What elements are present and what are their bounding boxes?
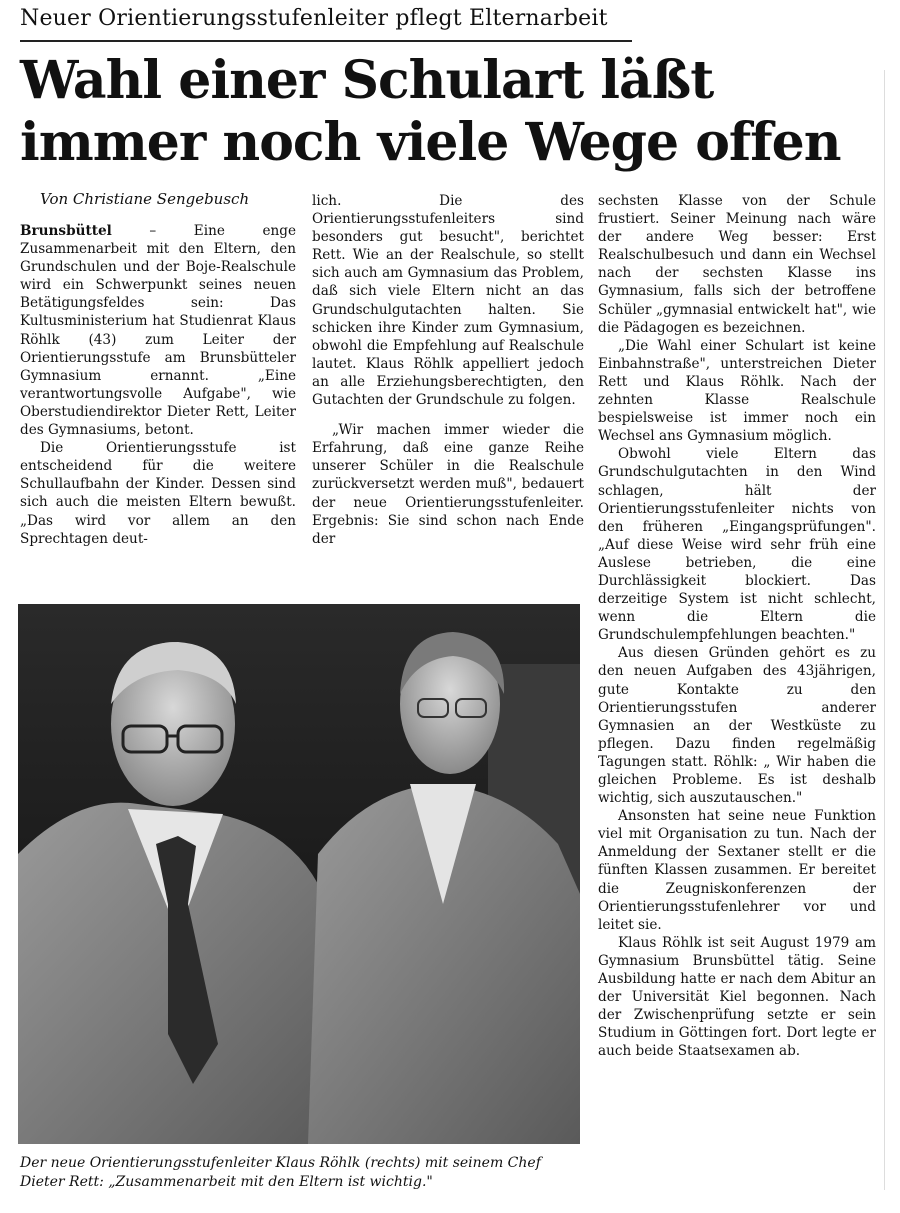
kicker: Neuer Orientierungsstufenleiter pflegt Elternarbeit bbox=[20, 6, 608, 31]
paragraph: „Die Wahl einer Schulart ist keine Einbahnstraße", unterstreichen Dieter Rett und Klaus Röhlk. Nach der zehnten Klasse Realschule bespielsweise ist immer noch ein Wechsel ans Gymnasium möglich. bbox=[598, 337, 876, 445]
headline-line-1: Wahl einer Schulart läßt bbox=[20, 50, 714, 111]
paragraph-text: – Eine enge Zusammenarbeit mit den Eltern, den Grundschulen und der Boje-Realschule wird ein Schwerpunkt seines neuen Betätigungsfeldes sein: Das Kultusministerium hat Studienrat Klaus Röhlk (43) zum Leiter der Orientierungsstufe am Brunsbütteler Gymnasium ernannt. „Eine verantwortungsvolle Aufgabe", wie Oberstudiendirektor Dieter Rett, Leiter des Gymnasiums, betont. bbox=[20, 223, 296, 439]
paragraph: Klaus Röhlk ist seit August 1979 am Gymnasium Brunsbüttel tätig. Seine Ausbildung hatte er nach dem Abitur an der Universität Kiel begonnen. Nach der Zwischenprüfung setzte er sein Studium in Göttingen fort. Dort legte er auch beide Staatsexamen ab. bbox=[598, 934, 876, 1060]
article-column-2 bbox=[312, 192, 584, 548]
paragraph: Aus diesen Gründen gehört es zu den neuen Aufgaben des 43jährigen, gute Kontakte zu den Orientierungsstufen anderer Gymnasien an der Westküste zu pflegen. Dazu finden regelmäßig Tagungen statt. Röhlk: „ Wir haben die gleichen Probleme. Es ist deshalb wichtig, sich auszutauschen." bbox=[598, 645, 876, 807]
article-column-3 bbox=[598, 192, 876, 1061]
photo-caption: Der neue Orientierungsstufenleiter Klaus Röhlk (rechts) mit seinem Chef Dieter Rett: „Zusammenarbeit mit den Eltern ist wichtig." bbox=[20, 1155, 541, 1190]
paragraph: sechsten Klasse von der Schule frustiert. Seiner Meinung nach wäre der andere Weg besser: Erst Realschulbesuch und dann ein Wechsel nach der sechsten Klasse ins Gymnasium, falls sich der betroffene Schüler „gymnasial entwickelt hat", wie die Pädagogen es bezeichnen. bbox=[598, 193, 876, 336]
article-column-1 bbox=[20, 222, 296, 548]
paragraph: lich. Die des Orientierungsstufenleiters sind besonders gut besucht", berichtet Rett. Wie an der Realschule, so stellt sich auch am Gymnasium das Problem, daß sich viele Eltern nicht an das Grundschulgutachten halten. Sie schicken ihre Kinder zum Gymnasium, obwohl die Empfehlung auf Realschule lautet. Klaus Röhlk appelliert jedoch an alle Erziehungsberechtigten, den Gutachten der Grundschule zu folgen. bbox=[312, 193, 584, 409]
paragraph bbox=[20, 222, 296, 439]
paragraph: Obwohl viele Eltern das Grundschulgutachten in den Wind schlagen, hält der Orientierungsstufenleiter nichts von den früheren „Eingangsprüfungen". „Auf diese Weise wird sehr früh eine Auslese betrieben, die eine Durchlässigkeit blockiert. Das derzeitige System ist nicht schlecht, wenn die Eltern die Grundschulempfehlungen beachten." bbox=[598, 446, 876, 644]
headline bbox=[20, 50, 880, 174]
paragraph: „Wir machen immer wieder die Erfahrung, daß eine ganze Reihe unserer Schüler in die Realschule zurückversetzt werden muß", bedauert der neue Orientierungsstufenleiter. Ergebnis: Sie sind schon nach Ende der bbox=[312, 422, 584, 547]
byline: Von Christiane Sengebusch bbox=[40, 190, 250, 208]
article-photo bbox=[18, 604, 580, 1144]
paragraph: Ansonsten hat seine neue Funktion viel mit Organisation zu tun. Nach der Anmeldung der Sextaner stellt er die fünften Klassen zusammen. Er bereitet die Zeugniskonferenzen der Orientierungsstufenlehrer vor und leitet sie. bbox=[598, 808, 876, 933]
paragraph: Die Orientierungsstufe ist entscheidend für die weitere Schullaufbahn der Kinder. Dessen sind sich auch die meisten Eltern bewußt. „Das wird vor allem an den Sprechtagen deut- bbox=[20, 440, 296, 547]
photo-illustration bbox=[18, 604, 580, 1144]
kicker-underline bbox=[20, 40, 632, 42]
dateline: Brunsbüttel bbox=[20, 223, 112, 239]
headline-line-2: immer noch viele Wege offen bbox=[20, 112, 841, 173]
page-edge-line bbox=[884, 70, 885, 1190]
